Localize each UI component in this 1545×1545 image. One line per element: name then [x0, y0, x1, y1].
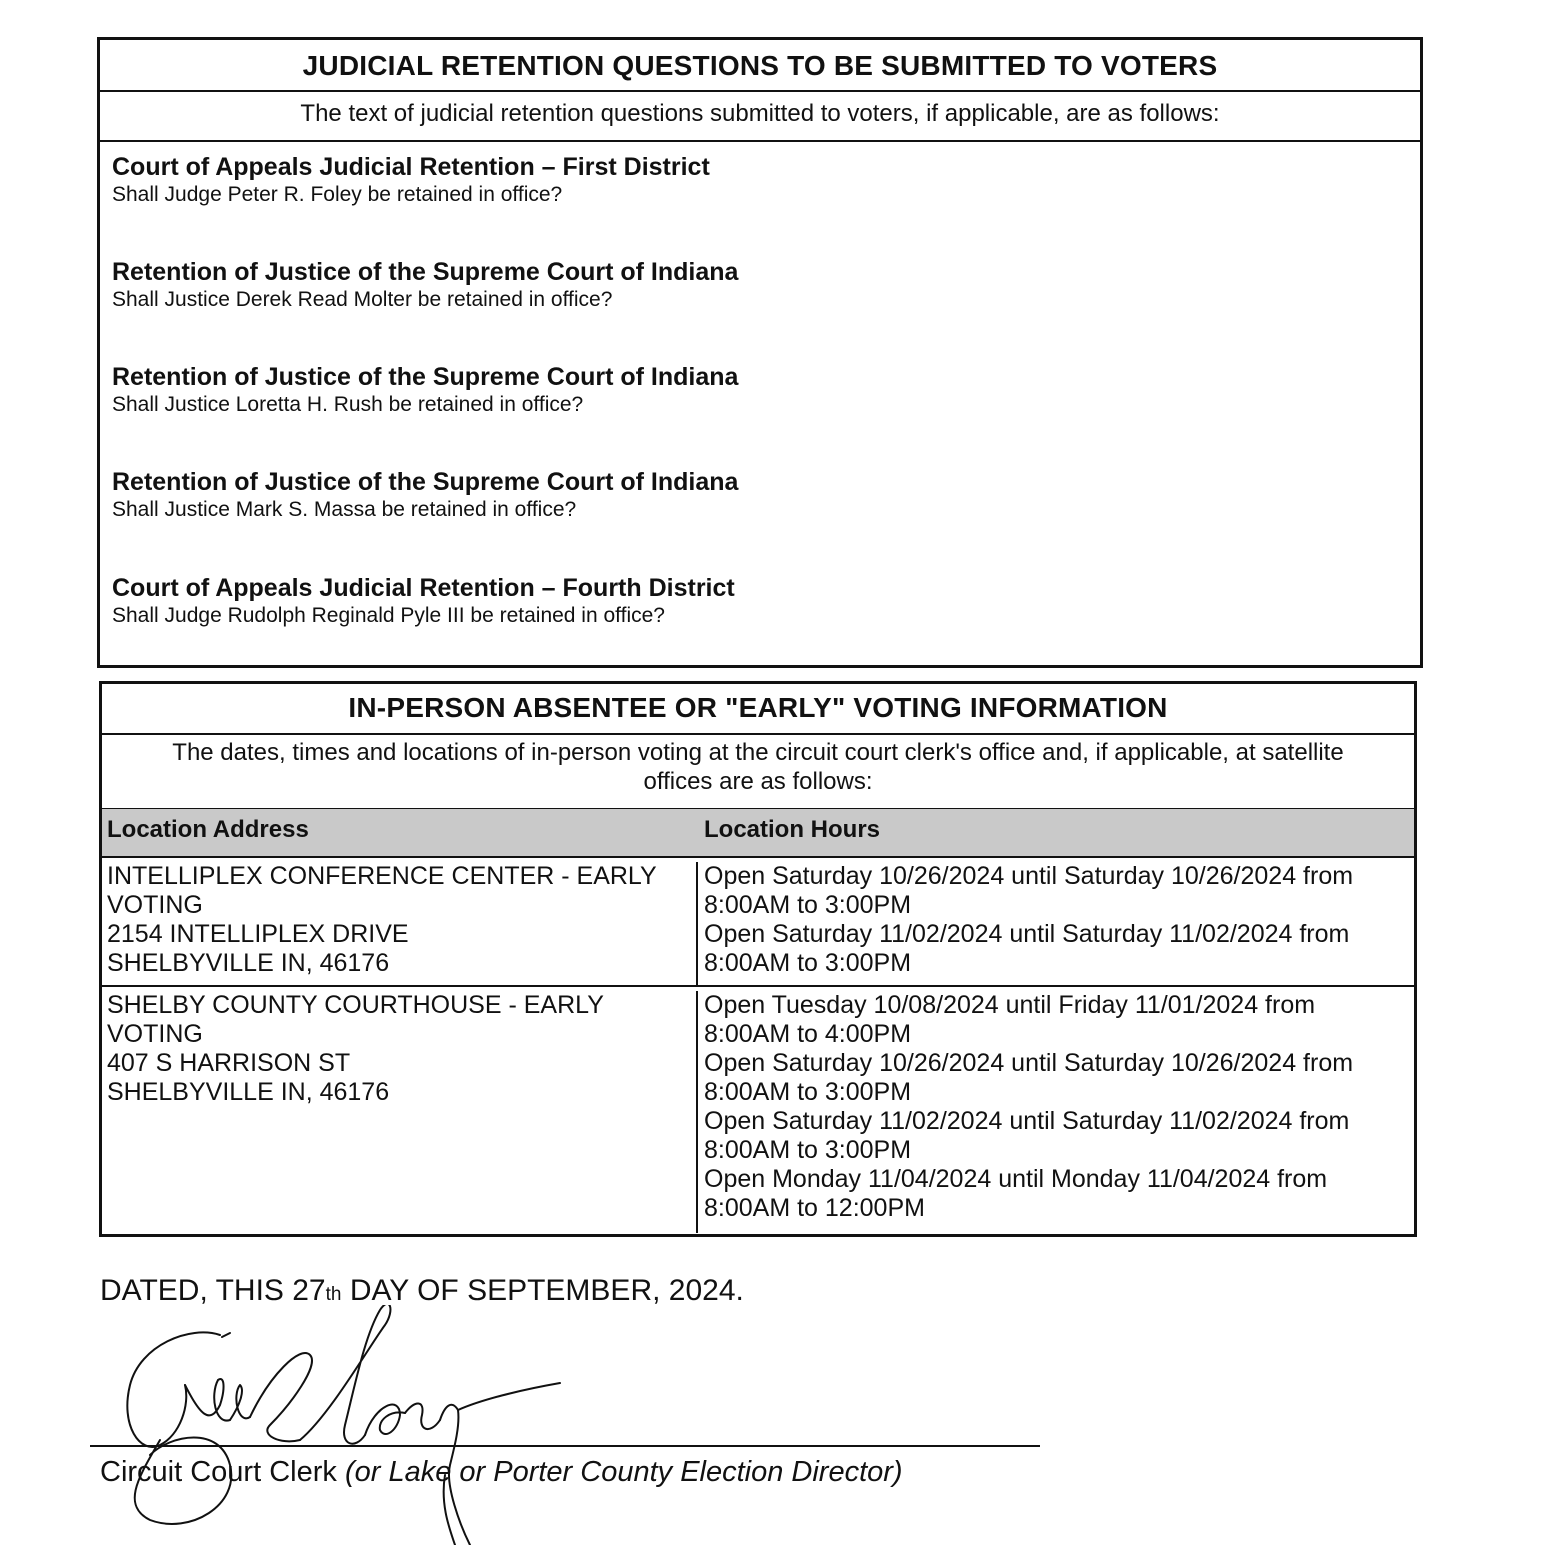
hours-line: Open Tuesday 10/08/2024 until Friday 11/01/2024 from	[704, 991, 1316, 1019]
address-line: 2154 INTELLIPLEX DRIVE	[107, 920, 409, 948]
retention-question-text: Shall Judge Peter R. Foley be retained in office?	[112, 183, 563, 206]
hours-line: Open Monday 11/04/2024 until Monday 11/04/2024 from	[704, 1165, 1328, 1193]
clerk-caption	[100, 1455, 903, 1489]
hours-line: Open Saturday 10/26/2024 until Saturday 10/26/2024 from	[704, 862, 1354, 890]
early-voting-intro-line: The dates, times and locations of in-person voting at the circuit court clerk's office and, if applicable, at satellite	[172, 739, 1344, 766]
hours-line: 8:00AM to 3:00PM	[704, 891, 912, 919]
location-hours-cell	[698, 991, 1414, 1233]
hours-line: 8:00AM to 4:00PM	[704, 1020, 912, 1048]
address-line: SHELBYVILLE IN, 46176	[107, 1078, 390, 1106]
hours-line: Open Saturday 11/02/2024 until Saturday 11/02/2024 from	[704, 1107, 1350, 1135]
dated-ordinal-suffix: th	[325, 1284, 342, 1305]
retention-question-text: Shall Justice Mark S. Massa be retained in office?	[112, 498, 577, 521]
retention-question-title: Court of Appeals Judicial Retention – Fourth District	[112, 574, 735, 602]
clerk-title: Circuit Court Clerk	[100, 1456, 345, 1488]
address-line: VOTING	[107, 891, 203, 919]
hours-line: Open Saturday 10/26/2024 until Saturday 10/26/2024 from	[704, 1049, 1354, 1077]
signature-line	[90, 1445, 1040, 1447]
early-voting-intro	[102, 735, 1414, 811]
table-row	[102, 987, 1414, 1233]
dated-rest: DAY OF SEPTEMBER, 2024.	[341, 1274, 744, 1307]
table-header	[102, 809, 1414, 858]
location-address-cell	[102, 991, 698, 1233]
column-header-hours: Location Hours	[704, 816, 881, 843]
retention-question-title: Court of Appeals Judicial Retention – First District	[112, 153, 710, 181]
address-line: 407 S HARRISON ST	[107, 1049, 351, 1077]
retention-question-title: Retention of Justice of the Supreme Court of Indiana	[112, 363, 739, 391]
table-row	[102, 858, 1414, 987]
early-voting-table	[102, 809, 1414, 1233]
retention-heading: JUDICIAL RETENTION QUESTIONS TO BE SUBMITTED TO VOTERS	[100, 40, 1420, 92]
signature-icon	[100, 1305, 580, 1545]
hours-line: 8:00AM to 12:00PM	[704, 1194, 925, 1222]
retention-question	[112, 468, 738, 523]
retention-question-title: Retention of Justice of the Supreme Court of Indiana	[112, 468, 739, 496]
hours-line: Open Saturday 11/02/2024 until Saturday 11/02/2024 from	[704, 920, 1350, 948]
early-voting-heading: IN-PERSON ABSENTEE OR "EARLY" VOTING INFORMATION	[102, 684, 1414, 735]
early-voting-intro-line: offices are as follows:	[643, 768, 873, 795]
column-header-address: Location Address	[107, 816, 309, 843]
address-line: SHELBYVILLE IN, 46176	[107, 949, 390, 977]
retention-question	[112, 258, 738, 313]
retention-question	[112, 574, 735, 629]
retention-question-text: Shall Justice Derek Read Molter be retained in office?	[112, 288, 613, 311]
retention-section	[97, 37, 1423, 668]
retention-question-title: Retention of Justice of the Supreme Court of Indiana	[112, 258, 739, 286]
address-line: INTELLIPLEX CONFERENCE CENTER - EARLY	[107, 862, 657, 890]
retention-intro: The text of judicial retention questions submitted to voters, if applicable, are as follows:	[100, 92, 1420, 142]
retention-question-text: Shall Judge Rudolph Reginald Pyle III be retained in office?	[112, 604, 665, 627]
hours-line: 8:00AM to 3:00PM	[704, 1136, 912, 1164]
retention-question	[112, 153, 710, 208]
retention-question-text: Shall Justice Loretta H. Rush be retained in office?	[112, 393, 584, 416]
clerk-alternate-title: (or Lake or Porter County Election Director)	[344, 1456, 903, 1488]
early-voting-section	[99, 681, 1417, 1237]
address-line: SHELBY COUNTY COURTHOUSE - EARLY	[107, 991, 604, 1019]
address-line: VOTING	[107, 1020, 203, 1048]
location-address-cell	[102, 862, 698, 985]
hours-line: 8:00AM to 3:00PM	[704, 949, 912, 977]
hours-line: 8:00AM to 3:00PM	[704, 1078, 912, 1106]
dated-prefix: DATED, THIS 27	[100, 1274, 326, 1307]
location-hours-cell	[698, 862, 1414, 985]
retention-question	[112, 363, 738, 418]
